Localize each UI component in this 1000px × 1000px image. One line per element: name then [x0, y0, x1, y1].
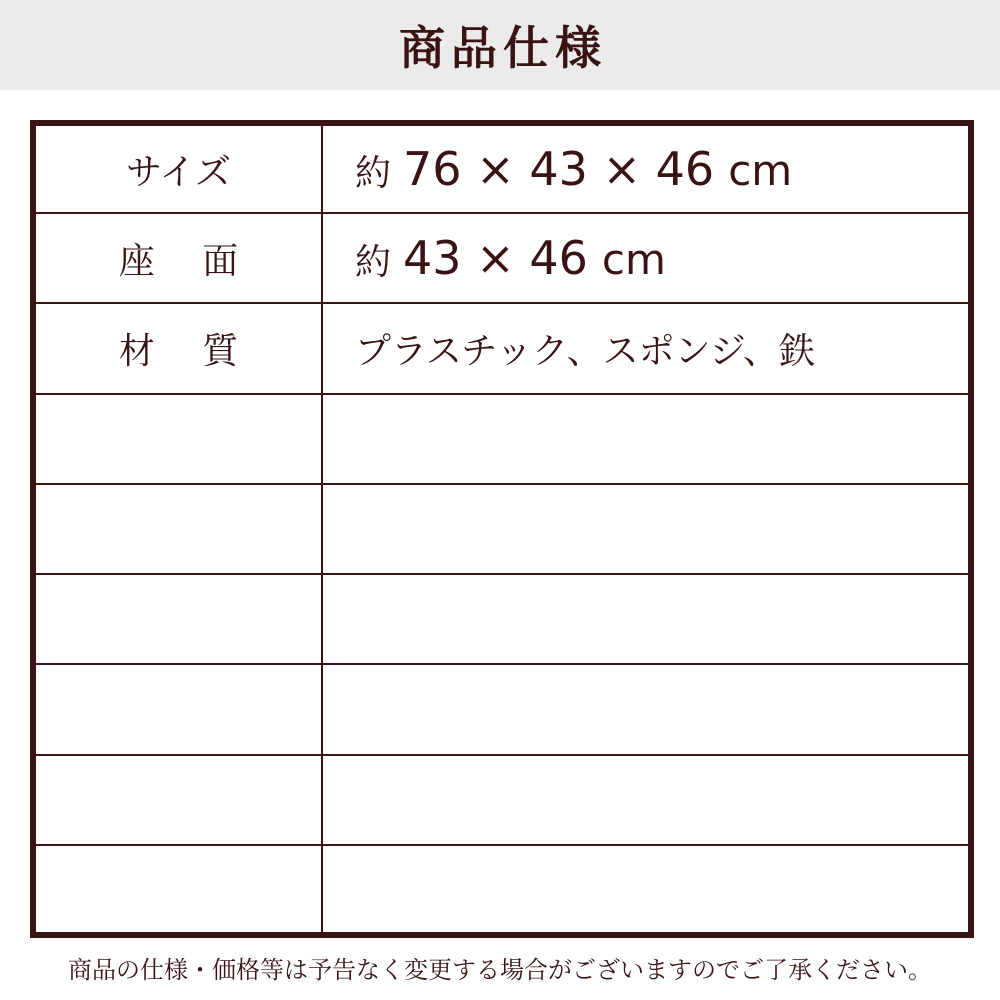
spec-value-prefix: 約	[355, 242, 392, 284]
spec-value-prefix: 約	[355, 153, 392, 195]
spec-label-size: サイズ	[125, 151, 232, 193]
spec-value-seat: 43 × 46	[403, 231, 588, 286]
spec-label-cell	[33, 484, 322, 574]
spec-value-cell	[322, 755, 971, 845]
spec-row-empty	[33, 484, 971, 574]
spec-label-material: 材 質	[118, 331, 239, 373]
spec-label-cell	[33, 123, 322, 213]
spec-row-empty	[33, 574, 971, 664]
spec-row-seat	[33, 213, 971, 303]
spec-value-cell	[322, 303, 971, 393]
spec-row-empty	[33, 845, 971, 935]
spec-value-cell	[322, 394, 971, 484]
footer-notice: 商品の仕様・価格等は予告なく変更する場合がございますのでご了承ください。	[68, 956, 932, 984]
spec-value-cell	[322, 484, 971, 574]
spec-label-cell	[33, 213, 322, 303]
spec-table	[30, 120, 974, 938]
spec-value-size: 76 × 43 × 46	[403, 142, 715, 197]
spec-row-empty	[33, 664, 971, 754]
spec-label-cell	[33, 574, 322, 664]
spec-value-unit: cm	[728, 146, 793, 196]
spec-label-cell	[33, 303, 322, 393]
spec-row-empty	[33, 755, 971, 845]
spec-value-cell	[322, 123, 971, 213]
spec-value-cell	[322, 574, 971, 664]
spec-value-material: プラスチック、スポンジ、鉄	[355, 331, 815, 373]
spec-label-cell	[33, 664, 322, 754]
spec-label-cell	[33, 845, 322, 935]
spec-value-unit: cm	[601, 235, 666, 285]
spec-row-size	[33, 123, 971, 213]
spec-label-cell	[33, 755, 322, 845]
spec-value-cell	[322, 845, 971, 935]
spec-label-seat: 座 面	[118, 240, 239, 282]
page-title: 商品仕様	[399, 21, 607, 75]
spec-row-material	[33, 303, 971, 393]
spec-row-empty	[33, 394, 971, 484]
spec-value-cell	[322, 664, 971, 754]
title-bar	[0, 0, 1000, 90]
spec-label-cell	[33, 394, 322, 484]
spec-value-cell	[322, 213, 971, 303]
